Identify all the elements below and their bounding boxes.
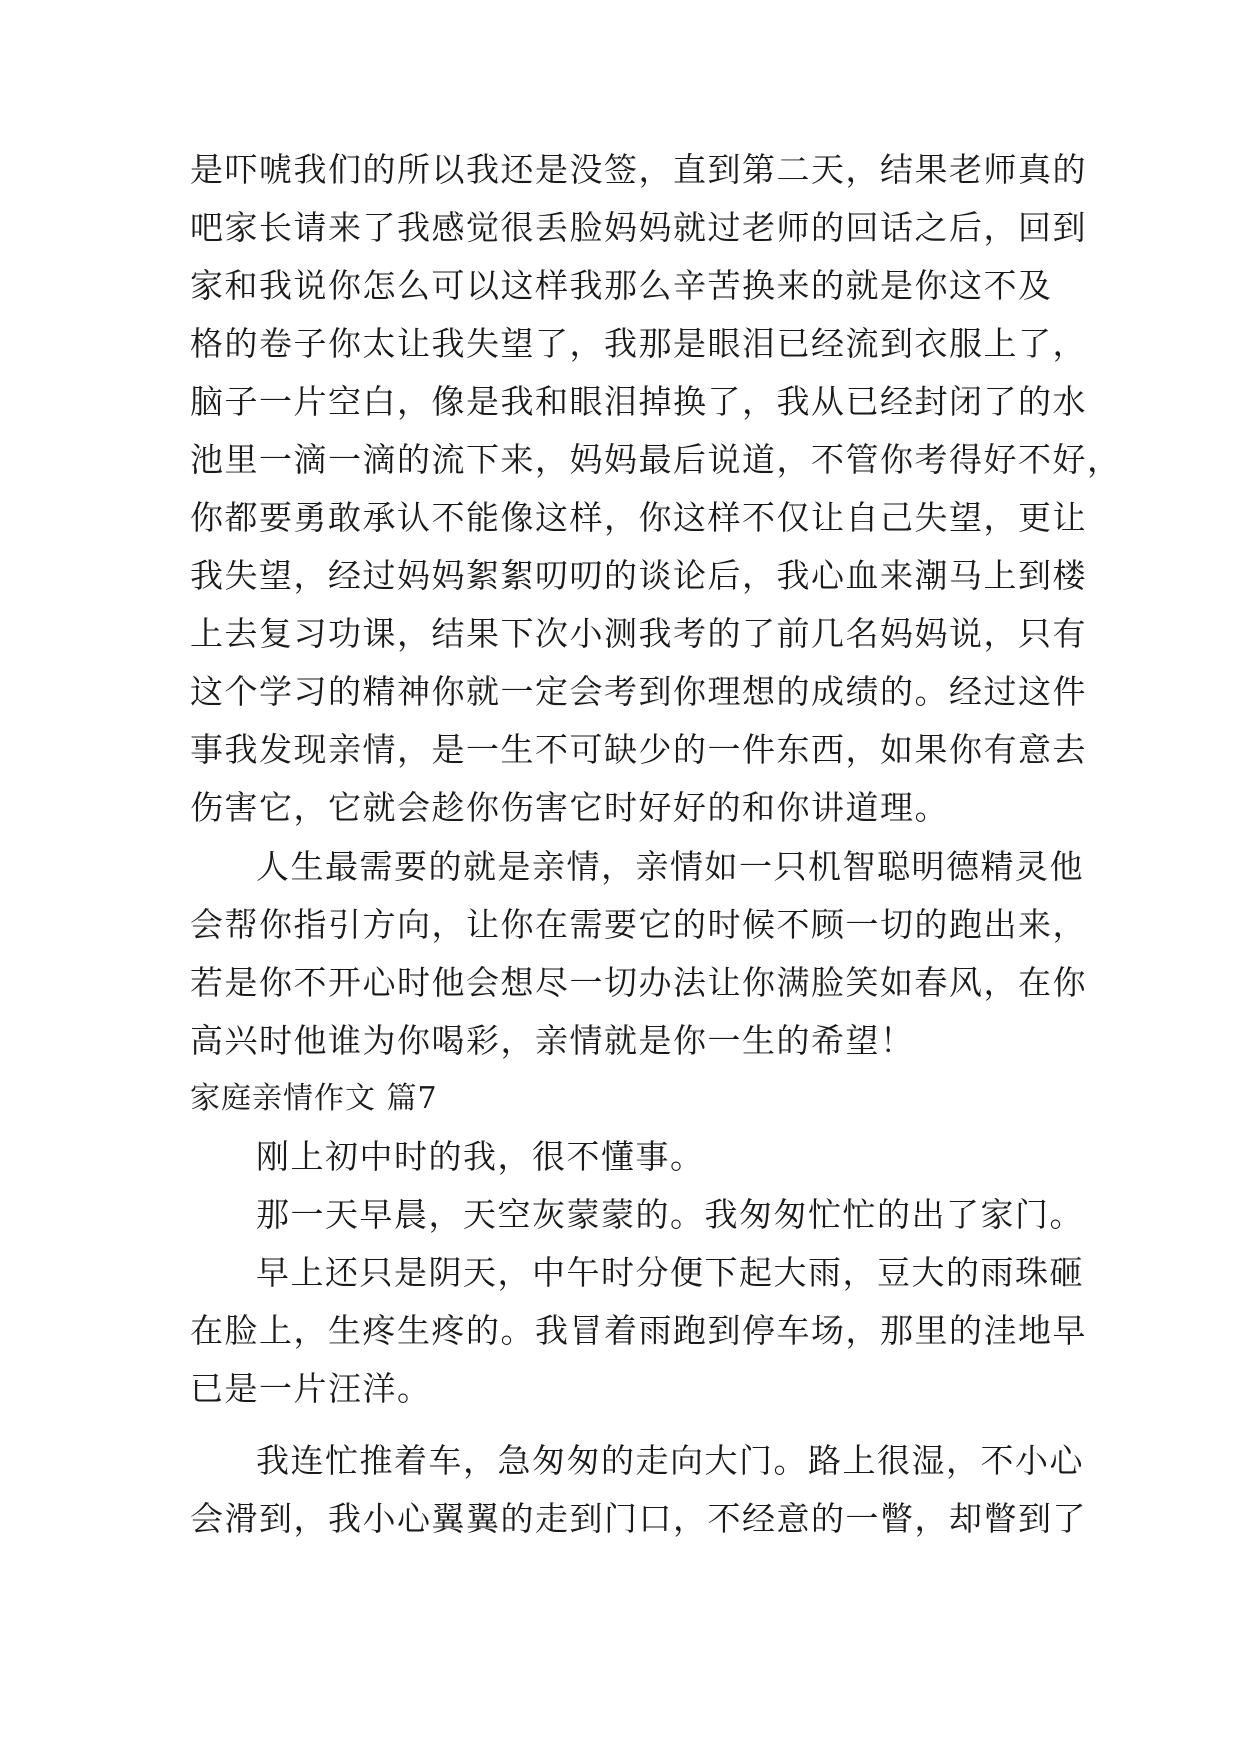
text-line: 我失望，经过妈妈絮絮叨叨的谈论后，我心血来潮马上到楼 bbox=[190, 556, 1087, 595]
text-line: 你都要勇敢承认不能像这样，你这样不仅让自己失望，更让 bbox=[190, 498, 1087, 537]
text-line: 上去复习功课，结果下次小测我考的了前几名妈妈说，只有 bbox=[190, 614, 1087, 653]
text-line: 是吓唬我们的所以我还是没签，直到第二天，结果老师真的 bbox=[190, 150, 1087, 189]
text-line: 池里一滴一滴的流下来，妈妈最后说道，不管你考得好不好， bbox=[190, 440, 1122, 479]
section-heading: 家庭亲情作文 篇7 bbox=[190, 1081, 438, 1116]
paragraph-first-line: 那一天早晨，天空灰蒙蒙的。我匆匆忙忙的出了家门。 bbox=[256, 1195, 1084, 1234]
paragraph-first-line: 早上还只是阴天，中午时分便下起大雨，豆大的雨珠砸 bbox=[256, 1253, 1084, 1292]
text-line: 伤害它，它就会趁你伤害它时好好的和你讲道理。 bbox=[190, 788, 949, 827]
text-line: 家和我说你怎么可以这样我那么辛苦换来的就是你这不及 bbox=[190, 266, 1053, 305]
paragraph-first-line: 人生最需要的就是亲情，亲情如一只机智聪明德精灵他 bbox=[256, 847, 1084, 886]
text-line: 格的卷子你太让我失望了，我那是眼泪已经流到衣服上了， bbox=[190, 324, 1087, 363]
text-line: 若是你不开心时他会想尽一切办法让你满脸笑如春风，在你 bbox=[190, 963, 1087, 1002]
paragraph-first-line: 我连忙推着车，急匆匆的走向大门。路上很湿，不小心 bbox=[256, 1441, 1084, 1480]
text-line: 会帮你指引方向，让你在需要它的时候不顾一切的跑出来， bbox=[190, 905, 1087, 944]
text-line: 脑子一片空白，像是我和眼泪掉换了，我从已经封闭了的水 bbox=[190, 382, 1087, 421]
text-line: 会滑到，我小心翼翼的走到门口，不经意的一瞥，却瞥到了 bbox=[190, 1499, 1087, 1538]
text-line: 事我发现亲情，是一生不可缺少的一件东西，如果你有意去 bbox=[190, 730, 1087, 769]
text-line: 高兴时他谁为你喝彩，亲情就是你一生的希望！ bbox=[190, 1021, 915, 1060]
text-line: 已是一片汪洋。 bbox=[190, 1369, 432, 1408]
paragraph-first-line: 刚上初中时的我，很不懂事。 bbox=[256, 1137, 705, 1176]
text-line: 吧家长请来了我感觉很丢脸妈妈就过老师的回话之后，回到 bbox=[190, 208, 1087, 247]
text-line: 这个学习的精神你就一定会考到你理想的成绩的。经过这件 bbox=[190, 672, 1087, 711]
text-line: 在脸上，生疼生疼的。我冒着雨跑到停车场，那里的洼地早 bbox=[190, 1311, 1087, 1350]
